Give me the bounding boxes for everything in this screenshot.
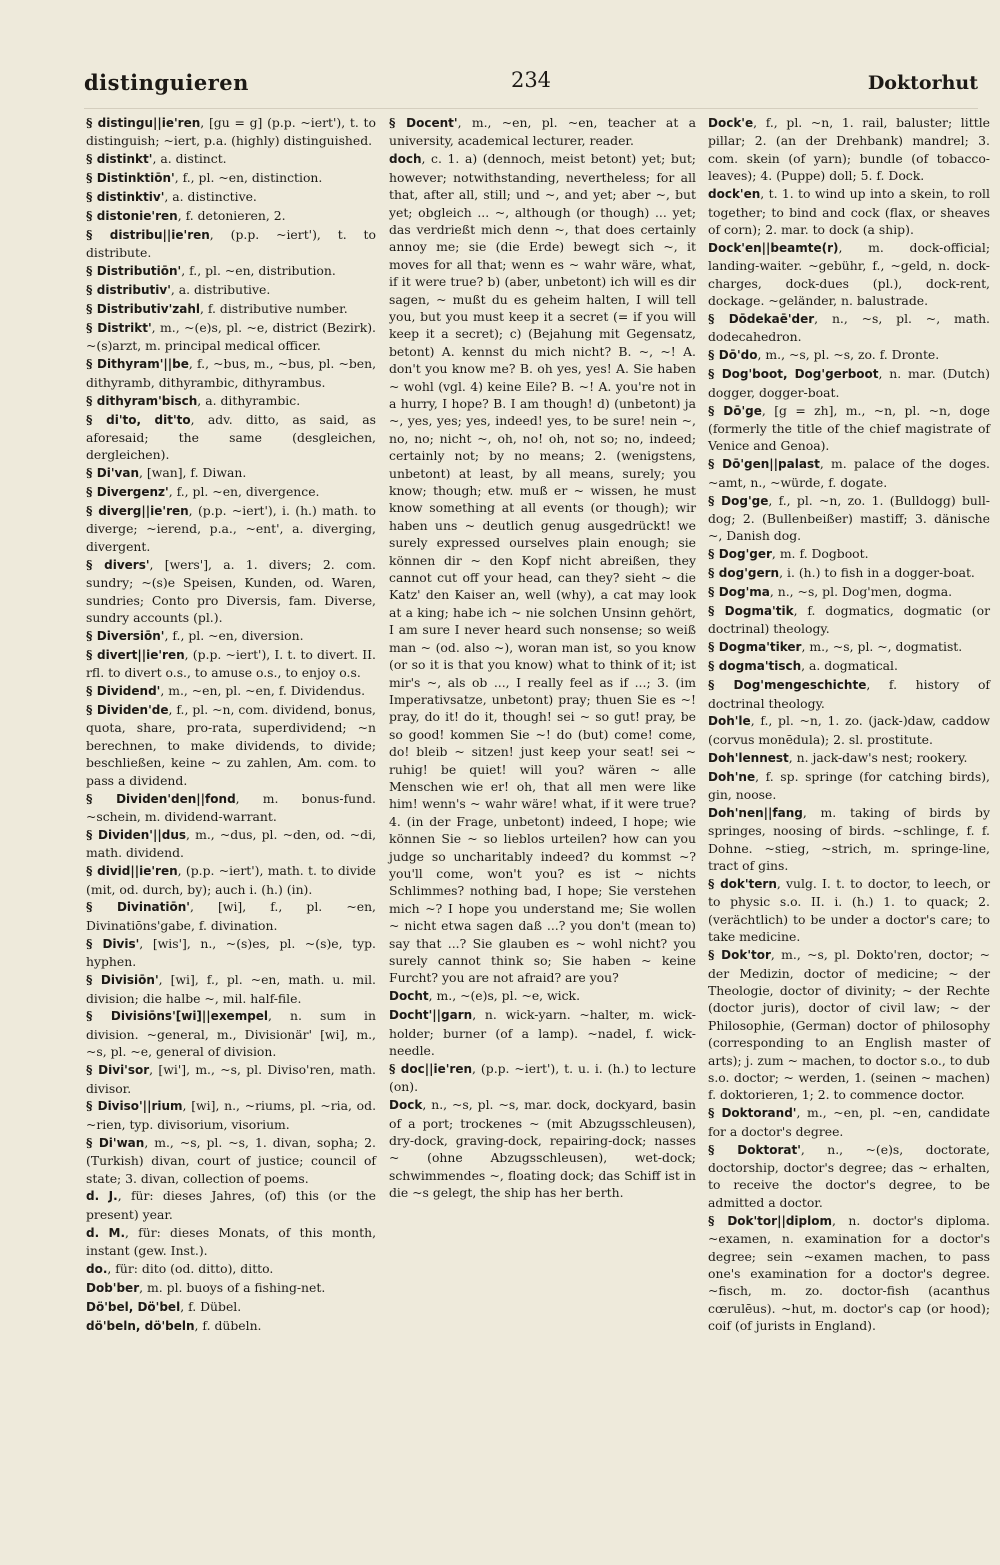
entry-headword: Diversiōn' (96, 628, 165, 643)
dictionary-entry: § Dok'tor||diplom, n. doctor's diploma. ~examen, n. examination for a doctor's degree; sein ~examen machen, to pass one's examination for a doctor's degree. ~fisch, m. zo. doctor-fish (acanthus cœrulēus). ~hut, m. doctor's cap (or hood); coif (of jurists in England). (708, 1212, 990, 1334)
section-mark: § (708, 658, 719, 674)
dictionary-entry: § Dō'do, m., ~s, pl. ~s, zo. f. Dronte. (708, 347, 940, 363)
entry-definition: m. bonus-fund. ~schein, m. dividend-warrant. (86, 790, 376, 824)
section-mark: § (86, 899, 117, 915)
dictionary-entry: § divert||ie'ren, (p.p. ~iert'), I. t. to divert. II. rfl. to divert o.s., to amuse o.s., to enjoy o.s. (86, 646, 376, 681)
entry-definition: f. dübeln. (202, 1317, 262, 1333)
dictionary-entry: § Distrikt', m., ~(e)s, pl. ~e, district (Bezirk). ~(s)arzt, m. principal medical officer. (86, 319, 376, 354)
entry-headword: Doh'nen||fang (708, 805, 803, 820)
entry-definition: n. wick-yarn. ~halter, m. wick-holder; burner (of a lamp). ~nadel, f. wick-needle. (389, 1007, 696, 1059)
section-mark: § (389, 1060, 401, 1076)
dictionary-entry: § Distributiv'zahl, f. distributive number. (86, 301, 348, 317)
entry-definition: m., ~en, pl. ~en, candidate for a doctor's degree. (708, 1105, 990, 1139)
dictionary-entry: § dok'tern, vulg. I. t. to doctor, to leech, or to physic s.o. II. i. (h.) 1. to quack; 2. (verächtlich) to be under a doctor's care; to take medicine. (708, 876, 990, 945)
entry-definition: f., pl. ~en, distribution. (189, 263, 336, 279)
dictionary-entry: Dob'ber, m. pl. buoys of a fishing-net. (86, 1280, 326, 1295)
dictionary-entry: Doh'lennest, n. jack-daw's nest; rookery. (708, 749, 968, 765)
section-mark: § (708, 456, 723, 472)
dictionary-entry: § Divergenz', f., pl. ~en, divergence. (86, 484, 320, 500)
entry-headword: Divinatiōn' (116, 900, 190, 915)
dictionary-entry: § Dog'ger, m. f. Dogboot. (708, 546, 869, 562)
entry-definition: m., ~(e)s, pl. ~e, district (Bezirk). ~(s)arzt, m. principal medical officer. (86, 319, 376, 354)
dictionary-entry: § Dog'mengeschichte, f. history of doctrinal theology. (708, 677, 990, 711)
dictionary-entry: § di'to, dit'to, adv. ditto, as said, as aforesaid; the same (desgleichen, dergleichen). (86, 411, 376, 463)
entry-definition: f., pl. ~n, zo. 1. (Bulldogg) bull-dog; 2. (Bullenbeißer) mastiff; 3. dänische ~, Danish dog. (708, 492, 990, 544)
entry-definition: für: dieses Monats, of this month, instant (gew. Inst.). (86, 1224, 377, 1259)
entry-headword: Doktorand' (721, 1106, 797, 1121)
dictionary-entry: § Doktorand', m., ~en, pl. ~en, candidate for a doctor's degree. (708, 1105, 990, 1139)
section-mark: § (86, 503, 99, 519)
entry-definition: adv. ditto, as said, as aforesaid; the same (desgleichen, dergleichen). (86, 411, 376, 463)
section-mark: § (708, 677, 734, 693)
entry-definition: m., ~en, pl. ~en, teacher at a university, academical lecturer, reader. (389, 115, 696, 149)
dictionary-entry: Dö'bel, Dö'bel, f. Dübel. (86, 1298, 242, 1314)
dictionary-entry: § Dogma'tik, f. dogmatics, dogmatic (or doctrinal) theology. (708, 602, 990, 637)
entry-headword: Dividen'||dus (98, 827, 187, 842)
dictionary-entry: Docht, m., ~(e)s, pl. ~e, wick. (389, 988, 581, 1004)
dictionary-entry: § Divisiōns'[wi]||exempel, n. sum in division. ~general, m., Divisionär' [wi], m., ~s, pl. ~e, general of division. (86, 1008, 376, 1060)
dictionary-entry: § Divinatiōn', [wi], f., pl. ~en, Divinatiōns'gabe, f. divination. (86, 899, 376, 933)
dictionary-entry: § Dog'ge, f., pl. ~n, zo. 1. (Bulldogg) bull-dog; 2. (Bullenbeißer) mastiff; 3. dänische ~, Danish dog. (708, 492, 990, 544)
entry-definition: m. palace of the doges. ~amt, n., ~würde, f. dogate. (708, 456, 990, 490)
entry-definition: m. f. Dogboot. (779, 546, 869, 562)
entry-headword: distribu||ie'ren (109, 227, 210, 242)
entry-headword: Divi'sor (98, 1063, 150, 1078)
entry-headword: Dōdekaē'der (728, 311, 815, 326)
entry-definition: a. distinctive. (172, 189, 257, 205)
dictionary-entry: § Dok'tor, m., ~s, pl. Dokto'ren, doctor; ~ der Medizin, doctor of medicine; ~ der Theologie, doctor of divinity; ~ der Rechte (doctor juris), doctor of civil law; ~ der Philosophie, (German) doctor of philosophy (corresponding to an English master of arts); j. zum ~ machen, to doctor s.o., to dub s.o. doctor; ~ werden, 1. (seinen ~ machen) f. doktorieren, 1; 2. to commence doctor. (708, 947, 990, 1103)
header-rule (84, 108, 978, 109)
section-mark: § (86, 1062, 99, 1078)
section-mark: § (389, 115, 407, 130)
dictionary-entry: § Divis', [wis'], n., ~(s)es, pl. ~(s)e, typ. hyphen. (86, 935, 376, 970)
dictionary-entry: § Divi'sor, [wi'], m., ~s, pl. Diviso'ren, math. divisor. (86, 1062, 376, 1096)
entry-headword: d. M. (86, 1225, 126, 1240)
entry-headword: Doh'lennest (708, 750, 789, 765)
dictionary-entry: § Dogma'tiker, m., ~s, pl. ~, dogmatist. (708, 639, 963, 655)
entry-definition: f. sp. springe (for catching birds), gin, noose. (708, 768, 990, 803)
entry-definition: a. distinct. (160, 151, 227, 167)
entry-headword: dogma'tisch (718, 659, 802, 674)
entry-definition: (p.p. ~iert'), t. u. i. (h.) to lecture (on). (389, 1060, 696, 1095)
entry-headword: Di'wan (98, 1135, 145, 1150)
section-mark: § (86, 627, 97, 643)
entry-definition: f. history of doctrinal theology. (708, 677, 990, 711)
section-mark: § (86, 1134, 99, 1150)
dictionary-entry: § Docent', m., ~en, pl. ~en, teacher at a university, academical lecturer, reader. (389, 115, 696, 149)
entry-headword: Doh'ne (708, 769, 756, 784)
dictionary-entry: § Di'van, [wan], f. Diwan. (86, 465, 247, 481)
section-mark: § (86, 702, 97, 717)
dictionary-entry: § Diviso'||rium, [wi], n., ~riums, pl. ~ria, od. ~rien, typ. divisorium, visorium. (86, 1098, 377, 1132)
entry-definition: f. detonieren, 2. (185, 208, 286, 224)
entry-definition: m., ~s, pl. ~s, zo. f. Dronte. (765, 347, 940, 363)
dictionary-entry: § Distinktiōn', f., pl. ~en, distinction. (86, 170, 323, 186)
dictionary-entry: § divid||ie'ren, (p.p. ~iert'), math. t. to divide (mit, od. durch, by); auch i. (h.) (in). (86, 863, 376, 897)
entry-headword: Dividen'den||fond (116, 791, 236, 806)
section-mark: § (708, 1212, 728, 1228)
entry-definition: vulg. I. t. to doctor, to leech, or to physic s.o. II. i. (h.) 1. to quack; 2. (verächtlich) to be under a doctor's care; to take medicine. (708, 876, 990, 945)
entry-headword: doch (389, 152, 422, 167)
section-mark: § (708, 602, 725, 618)
section-mark: § (708, 584, 719, 600)
entry-definition: [wi], n., ~riums, pl. ~ria, od. ~rien, typ. divisorium, visorium. (86, 1098, 377, 1132)
entry-headword: Distrikt' (97, 320, 152, 335)
entry-definition: (p.p. ~iert'), math. t. to divide (mit, od. durch, by); auch i. (h.) (in). (86, 863, 376, 897)
entry-headword: do. (86, 1262, 108, 1277)
entry-definition: [wan], f. Diwan. (146, 465, 247, 481)
entry-headword: dö'beln, dö'beln (86, 1318, 195, 1333)
column-middle (389, 114, 696, 1202)
entry-definition: [g = zh], m., ~n, pl. ~n, doge (formerly the title of the chief magistrate of Venice and Genoa). (708, 402, 991, 454)
entry-headword: divers' (104, 557, 150, 572)
dictionary-entry: Dock, n., ~s, pl. ~s, mar. dock, dockyard, basin of a port; trockenes ~ (mit Abzugsschleusen), dry-dock, graving-dock, repairing-dock; nasses ~ (ohne Abzugsschleusen), wet-dock; schwimmendes ~, floating dock; das Schiff ist in die ~s gelegt, the ship has her berth. (389, 1097, 696, 1201)
dictionary-entry: § diverg||ie'ren, (p.p. ~iert'), i. (h.) math. to diverge; ~ierend, p.a., ~ent', a. diverging, divergent. (86, 503, 376, 554)
entry-headword: Dō'gen||palast (722, 457, 820, 472)
section-mark: § (86, 319, 98, 335)
section-mark: § (86, 189, 97, 205)
section-mark: § (86, 151, 97, 167)
section-mark: § (708, 639, 719, 655)
dictionary-entry: § distonie'ren, f. detonieren, 2. (86, 208, 286, 224)
section-mark: § (708, 347, 719, 363)
section-mark: § (86, 208, 97, 224)
dictionary-entry: § distinkt', a. distinct. (86, 151, 227, 167)
entry-headword: diverg||ie'ren (98, 504, 189, 519)
entry-definition: f. dogmatics, dogmatic (or doctrinal) theology. (708, 602, 990, 637)
column-left (86, 114, 376, 1336)
entry-headword: Dock'en||beamte(r) (708, 240, 839, 255)
dictionary-entry: d. J., für: dieses Jahres, (of) this (or the present) year. (86, 1188, 376, 1222)
entry-definition: n., ~s, pl. ~s, mar. dock, dockyard, basin of a port; trockenes ~ (mit Abzugsschleusen), dry-dock, graving-dock, repairing-dock; nasses ~ (ohne Abzugsschleusen), wet-dock; schwimmendes ~, floating dock; das Schiff ist in die ~s gelegt, the ship has her berth. (389, 1097, 696, 1201)
entry-definition: (p.p. ~iert'), i. (h.) math. to diverge; ~ierend, p.a., ~ent', a. diverging, divergent. (86, 503, 376, 554)
dictionary-entry: § Dividend', m., ~en, pl. ~en, f. Dividendus. (86, 683, 366, 699)
dictionary-entry: Doh'ne, f. sp. springe (for catching birds), gin, noose. (708, 768, 990, 803)
entry-headword: Distributiv'zahl (96, 302, 200, 317)
section-mark: § (86, 1008, 111, 1024)
dictionary-entry: § distingu||ie'ren, [gu = g] (p.p. ~iert'), t. to distinguish; ~iert, p.a. (highly) distinguished. (86, 115, 377, 149)
entry-headword: Divisiōn' (100, 973, 159, 988)
entry-definition: f., pl. ~en, distinction. (182, 170, 323, 186)
entry-definition: m., ~s, pl. ~s, 1. divan, sopha; 2. (Turkish) divan, court of justice; council of state; 3. divan, collection of poems. (86, 1134, 376, 1186)
dictionary-entry: do., für: dito (od. ditto), ditto. (86, 1261, 274, 1277)
entry-headword: Divergenz' (96, 485, 169, 500)
entry-headword: distingu||ie'ren (97, 116, 201, 130)
entry-definition: n. mar. (Dutch) dogger, dogger-boat. (708, 366, 990, 400)
dictionary-entry: dö'beln, dö'beln, f. dübeln. (86, 1317, 262, 1333)
section-mark: § (86, 972, 101, 988)
dictionary-entry: § Di'wan, m., ~s, pl. ~s, 1. divan, sopha; 2. (Turkish) divan, court of justice; council of state; 3. divan, collection of poems. (86, 1134, 376, 1186)
entry-headword: divid||ie'ren (97, 864, 178, 879)
entry-headword: Distributiōn' (96, 264, 182, 279)
entry-definition: i. (h.) to fish in a dogger-boat. (786, 565, 975, 581)
left-running-head: distinguieren (84, 70, 249, 95)
entry-headword: doc||ie'ren (400, 1061, 473, 1076)
entry-definition: t. 1. to wind up into a skein, to roll together; to bind and cock (flax, or sheaves of corn); 2. mar. to dock (a ship). (708, 186, 990, 237)
entry-headword: divert||ie'ren (97, 647, 185, 662)
entry-definition: m., ~en, pl. ~en, f. Dividendus. (168, 683, 366, 699)
dictionary-entry: § dog'gern, i. (h.) to fish in a dogger-boat. (708, 565, 975, 581)
dictionary-entry: § Dog'ma, n., ~s, pl. Dog'men, dogma. (708, 584, 953, 600)
entry-headword: Dock'e (708, 116, 754, 130)
dictionary-entry: § Dividen'||dus, m., ~dus, pl. ~den, od. ~di, math. dividend. (86, 826, 377, 861)
entry-headword: Dok'tor||diplom (727, 1213, 832, 1228)
section-mark: § (86, 826, 99, 842)
section-mark: § (86, 1098, 98, 1114)
entry-definition: [gu = g] (p.p. ~iert'), t. to distinguish; ~iert, p.a. (highly) distinguished. (86, 115, 377, 149)
entry-definition: f., pl. ~n, 1. zo. (jack-)daw, caddow (corvus monēdula); 2. sl. prostitute. (708, 713, 990, 747)
entry-definition: m. dock-official; landing-waiter. ~gebühr, f., ~geld, n. dock-charges, dock-dues (pl.), dock-rent, dockage. ~geländer, n. balustrade. (708, 239, 990, 309)
entry-headword: Dock (389, 1098, 423, 1113)
entry-headword: Diviso'||rium (97, 1099, 183, 1114)
entry-headword: Dog'mengeschichte (733, 678, 867, 693)
entry-definition: m., ~s, pl. ~, dogmatist. (809, 639, 963, 655)
entry-definition: m., ~(e)s, pl. ~e, wick. (436, 988, 581, 1004)
dictionary-entry: § Dō'ge, [g = zh], m., ~n, pl. ~n, doge (formerly the title of the chief magistrate of Venice and Genoa). (708, 402, 991, 454)
entry-headword: Dog'boot, Dog'gerboot (721, 367, 879, 382)
dictionary-entry: § Dividen'de, f., pl. ~n, com. dividend, bonus, quota, share, pro-rata, superdividend; ~n berechnen, to make dividends, to divide; beschließen, keine ~ zu zahlen, Am. com. to pass a dividend. (86, 702, 376, 788)
dictionary-entry: § Doktorat', n., ~(e)s, doctorate, doctorship, doctor's degree; das ~ erhalten, to receive the doctor's degree, to be admitted a doctor. (708, 1141, 990, 1210)
section-mark: § (708, 546, 719, 562)
entry-definition: n. jack-daw's nest; rookery. (796, 749, 968, 765)
section-mark: § (86, 115, 98, 130)
right-running-head: Doktorhut (867, 72, 978, 94)
entry-definition: f., ~bus, m., ~bus, pl. ~ben, dithyramb, dithyrambic, dithyrambus. (86, 356, 377, 390)
dictionary-entry: Doh'nen||fang, m. taking of birds by springes, noosing of birds. ~schlinge, f. f. Dohne. ~stieg, ~strich, m. springe-line, tract of gins. (708, 804, 990, 874)
dictionary-entry: § distribu||ie'ren, (p.p. ~iert'), t. to distribute. (86, 226, 376, 261)
entry-definition: m. pl. buoys of a fishing-net. (147, 1280, 326, 1295)
entry-headword: Dog'ger (718, 547, 772, 562)
entry-definition: [wis'], n., ~(s)es, pl. ~(s)e, typ. hyphen. (86, 935, 376, 970)
entry-headword: Dithyram'||be (97, 357, 189, 372)
dictionary-entry: § distinktiv', a. distinctive. (86, 189, 257, 205)
entry-headword: Doh'le (708, 714, 751, 729)
section-mark: § (86, 356, 98, 372)
dictionary-entry: § distributiv', a. distributive. (86, 282, 271, 298)
entry-definition: [wers'], a. 1. divers; 2. com. sundry; ~(s)e Speisen, Kunden, od. Waren, sundries; Conto pro Diversis, fam. Diverse, sundry accounts (pl.). (86, 556, 376, 625)
entry-headword: distonie'ren (96, 209, 178, 224)
entry-definition: (p.p. ~iert'), I. t. to divert. II. rfl. to divert o.s., to amuse o.s., to enjoy o.s. (86, 646, 376, 681)
section-mark: § (708, 366, 722, 382)
entry-headword: Dō'ge (723, 403, 762, 418)
entry-definition: n., ~(e)s, doctorate, doctorship, doctor's degree; das ~ erhalten, to receive the doctor's degree, to be admitted a doctor. (708, 1141, 990, 1210)
entry-definition: n., ~s, pl. Dog'men, dogma. (777, 584, 953, 600)
entry-definition: a. distributive. (178, 282, 271, 298)
entry-headword: dock'en (708, 187, 761, 202)
section-mark: § (86, 392, 97, 408)
entry-headword: Divisiōns'[wi]||exempel (110, 1009, 269, 1024)
dictionary-entry: Dock'e, f., pl. ~n, 1. rail, baluster; little pillar; 2. (an der Drehbank) mandrel; 3. com. skein (of yarn); bundle (of tobacco-leaves); 4. (Puppe) doll; 5. f. Dock. (708, 115, 990, 184)
dictionary-entry: Doh'le, f., pl. ~n, 1. zo. (jack-)daw, caddow (corvus monēdula); 2. sl. prostitute. (708, 713, 990, 747)
dictionary-entry: dock'en, t. 1. to wind up into a skein, to roll together; to bind and cock (flax, or sheaves of corn); 2. mar. to dock (a ship). (708, 186, 990, 237)
entry-headword: Dog'ma (718, 585, 770, 600)
section-mark: § (86, 263, 97, 279)
dictionary-entry: doch, c. 1. a) (dennoch, meist betont) yet; but; however; notwithstanding, nevertheless; for all that, after all, still; und ~, and yet; aber ~, but yet; obgleich ... ~, although (or though) ... yet; das verdrießt mich denn ~, that does certainly annoy me; sie (die Erde) bewegt sich ~, it moves for all that; wenn es ~ wahr wäre, what, if it were true? b) (aber, unbetont) ich will es dir sagen, ~ mußt du es geheim halten, I will tell you, but you must keep it a secret (= if you will keep it a secret); c) (Bejahung mit Gegensatz, betont) A. kennst du mich nicht? B. ~, ~! A. don't you know me? B. oh yes, yes! A. Sie haben ~ wohl (vgl. 4) keine Eile? B. ~! A. you're not in a hurry, I hope? B. I am though! d) (unbetont) ja ~, yes, yes; yes, indeed! yes, to be sure! nein ~, no, no; nicht ~, oh, no! oh, not so; no, indeed; certainly not; by no means; 2. (wenigstens, unbetont) at least, by all means, surely; you know; though; etw. muß er ~ wissen, he must know something at all events (or though); wir haben uns ~ deutlich genug ausgedrückt! we surely expressed ourselves plain enough; sie können dir ~ den Kopf nicht abreißen, they cannot cut off your head, can they? sieht ~ die Katz' den Kaiser an, well (why), a cat may look at a king; habe ich ~ nie solchen Unsinn gehört, I am sure I never heard such nonsense; so weiß man ~ (od. also ~), woran man ist, so you know (or so it is that you know) what to think of it; ist mir's ~, als ob ..., I really feel as if ...; 3. (im Imperativsatze, unbetont) pray; thuen Sie es ~! pray, do it! do it, though! sei ~ so gut! pray, be so good! kommen Sie ~! do (but) come! come, do! bleib ~ sitzen! just keep your seat! sei ~ ruhig! be quiet! will you? wären ~ alle Menschen wie er! oh, that all men were like him! wenn's ~ wahr wäre! what, if it were true? 4. (in der Frage, unbetont) indeed, I hope; wie können Sie ~ so lieblos urteilen? how can you judge so uncharitably indeed? du kommst ~? you'll come, won't you? es ist ~ nichts Schlimmes? nothing bad, I hope; Sie verstehen mich ~? I hope you understand me; Sie wollen ~ nicht etwa sagen daß ...? you don't (mean to) say that ...? Sie glauben es ~ wohl nicht? you surely cannot think so; Sie haben ~ keine Furcht? you are not afraid? are you? (389, 151, 696, 986)
entry-definition: m. taking of birds by springes, noosing of birds. ~schlinge, f. f. Dohne. ~stieg, ~strich, m. springe-line, tract of gins. (708, 804, 990, 874)
entry-headword: Dividen'de (96, 703, 169, 717)
dictionary-entry: § Dividen'den||fond, m. bonus-fund. ~schein, m. dividend-warrant. (86, 790, 376, 824)
column-right (708, 114, 990, 1335)
entry-headword: Dob'ber (86, 1281, 140, 1295)
dictionary-entry: Docht'||garn, n. wick-yarn. ~halter, m. wick-holder; burner (of a lamp). ~nadel, f. wick-needle. (389, 1007, 696, 1059)
entry-headword: Dok'tor (721, 948, 771, 963)
entry-headword: Distinktiōn' (96, 171, 175, 186)
entry-headword: dithyram'bisch (96, 393, 198, 408)
entry-definition: n. doctor's diploma. ~examen, n. examination for a doctor's degree; sein ~examen machen, to pass one's examination for a doctor's degree. ~fisch, m. zo. doctor-fish (acanthus cœrulēus). ~hut, m. doctor's cap (or hood); coif (of jurists in England). (708, 1212, 990, 1334)
dictionary-entry: § Distributiōn', f., pl. ~en, distribution. (86, 263, 336, 279)
section-mark: § (86, 484, 97, 500)
entry-definition: f., pl. ~en, divergence. (176, 484, 320, 500)
section-mark: § (708, 1105, 722, 1121)
entry-definition: m., ~s, pl. Dokto'ren, doctor; ~ der Medizin, doctor of medicine; ~ der Theologie, doctor of divinity; ~ der Rechte (doctor juris), doctor of civil law; ~ der Philosophie, (German) doctor of philosophy (corresponding to an English master of arts); j. zum ~ machen, to doctor s.o., to dub s.o. doctor; ~ werden, 1. (seinen ~ machen) f. doktorieren, 1; 2. to commence doctor. (708, 947, 990, 1103)
section-mark: § (86, 683, 97, 699)
section-mark: § (86, 282, 97, 298)
entry-definition: für: dito (od. ditto), ditto. (115, 1261, 274, 1277)
dictionary-entry: § divers', [wers'], a. 1. divers; 2. com. sundry; ~(s)e Speisen, Kunden, od. Waren, sundries; Conto pro Diversis, fam. Diverse, sundry accounts (pl.). (86, 556, 376, 625)
entry-headword: Docent' (406, 116, 458, 130)
entry-headword: Docht'||garn (389, 1008, 473, 1023)
entry-headword: di'to, dit'to (106, 412, 191, 427)
dictionary-entry: § dithyram'bisch, a. dithyrambic. (86, 392, 301, 408)
entry-headword: Di'van (96, 466, 140, 481)
section-mark: § (86, 465, 97, 481)
section-mark: § (708, 947, 722, 963)
section-mark: § (708, 876, 721, 892)
entry-definition: a. dithyrambic. (205, 392, 301, 408)
entry-headword: Dō'do (718, 348, 758, 363)
entry-headword: Dog'ge (721, 493, 769, 508)
section-mark: § (708, 565, 719, 581)
dictionary-entry: § Dōdekaē'der, n., ~s, pl. ~, math. dodecahedron. (708, 310, 990, 345)
entry-headword: Dogma'tik (724, 603, 794, 618)
entry-definition: a. dogmatical. (809, 658, 898, 674)
entry-headword: Docht (389, 989, 429, 1004)
section-mark: § (86, 556, 105, 572)
dictionary-entry: § Diversiōn', f., pl. ~en, diversion. (86, 627, 304, 643)
entry-headword: dok'tern (720, 877, 777, 892)
entry-headword: Dogma'tiker (718, 640, 802, 655)
entry-definition: n. sum in division. ~general, m., Divisionär' [wi], m., ~s, pl. ~e, general of division. (86, 1008, 376, 1060)
dictionary-entry: Dock'en||beamte(r), m. dock-official; landing-waiter. ~gebühr, f., ~geld, n. dock-charges, dock-dues (pl.), dock-rent, dockage. ~geländer, n. balustrade. (708, 239, 990, 309)
dictionary-entry: § doc||ie'ren, (p.p. ~iert'), t. u. i. (h.) to lecture (on). (389, 1060, 696, 1095)
entry-definition: f. Dübel. (188, 1298, 242, 1314)
entry-definition: [wi], f., pl. ~en, Divinatiōns'gabe, f. divination. (86, 899, 376, 933)
page-number: 234 (510, 68, 552, 92)
entry-definition: [wi'], m., ~s, pl. Diviso'ren, math. divisor. (86, 1062, 376, 1096)
section-mark: § (86, 411, 107, 427)
entry-headword: Dividend' (96, 684, 161, 699)
entry-definition: f., pl. ~n, 1. rail, baluster; little pillar; 2. (an der Drehbank) mandrel; 3. com. skein (of yarn); bundle (of tobacco-leaves); 4. (Puppe) doll; 5. f. Dock. (708, 115, 990, 184)
entry-definition: f., pl. ~en, diversion. (172, 627, 304, 643)
section-mark: § (86, 646, 98, 662)
entry-definition: f., pl. ~n, com. dividend, bonus, quota, share, pro-rata, superdividend; ~n berechnen, to make dividends, to divide; beschließen, keine ~ zu zahlen, Am. com. to pass a dividend. (86, 702, 376, 788)
dictionary-entry: § dogma'tisch, a. dogmatical. (708, 658, 898, 674)
entry-headword: Doktorat' (737, 1142, 801, 1157)
page-header (84, 62, 978, 102)
entry-definition: c. 1. a) (dennoch, meist betont) yet; but; however; notwithstanding, nevertheless; for all that, after all, still; und ~, and yet; aber ~, but yet; obgleich ... ~, although (or though) ... yet; das verdrießt mich denn ~, that does certainly annoy me; sie (die Erde) bewegt sich ~, it moves for all that; wenn es ~ wahr wäre, what, if it were true? b) (aber, unbetont) ich will es dir sagen, ~ mußt du es geheim halten, I will tell you, but you must keep it a secret (= if you will keep it a secret); c) (Bejahung mit Gegensatz, betont) A. kennst du mich nicht? B. ~, ~! A. don't you know me? B. oh yes, yes! A. Sie haben ~ wohl (vgl. 4) keine Eile? B. ~! A. you're not in a hurry, I hope? B. I am though! d) (unbetont) ja ~, yes, yes; yes, indeed! yes, to be sure! nein ~, no, no; nicht ~, oh, no! oh, not so; no, indeed; certainly not; by no means; 2. (wenigstens, unbetont) at least, by all means, surely; you know; though; etw. muß er ~ wissen, he must know something at all events (or though); wir haben uns ~ deutlich genug ausgedrückt! we surely expressed ourselves plain enough; sie können dir ~ den Kopf nicht abreißen, they cannot cut off your head, can they? sieht ~ die Katz' den Kaiser an, well (why), a cat may look at a king; habe ich ~ nie solchen Unsinn gehört, I am sure I never heard such nonsense; so weiß man ~ (od. also ~), woran man ist, so you know (or so it is that you know) what to think of it; ist mir's ~, als ob ..., I really feel as if ...; 3. (im Imperativsatze, unbetont) pray; thuen Sie es ~! pray, do it! do it, though! sei ~ so gut! pray, be so good! kommen Sie ~! do (but) come! come, do! bleib ~ sitzen! just keep your seat! sei ~ ruhig! be quiet! will you? wären ~ alle Menschen wie er! oh, that all men were like him! wenn's ~ wahr wäre! what, if it were true? 4. (in der Frage, unbetont) indeed, I hope; wie können Sie ~ so lieblos urteilen? how can you judge so uncharitably indeed? du kommst ~? you'll come, won't you? es ist ~ nichts Schlimmes? nothing bad, I hope; Sie verstehen mich ~? I hope you understand me; Sie wollen ~ nicht etwa sagen daß ...? you don't (mean to) say that ...? Sie glauben es ~ wohl nicht? you surely cannot think so; Sie haben ~ keine Furcht? you are not afraid? are you? (389, 151, 696, 986)
entry-definition: f. distributive number. (207, 301, 348, 317)
entry-definition: m., ~dus, pl. ~den, od. ~di, math. dividend. (86, 826, 377, 861)
entry-headword: distinktiv' (96, 190, 165, 205)
entry-headword: dog'gern (718, 566, 780, 581)
section-mark: § (86, 226, 110, 242)
entry-definition: für: dieses Jahres, (of) this (or the present) year. (86, 1188, 376, 1222)
section-mark: § (86, 170, 97, 186)
section-mark: § (86, 863, 98, 879)
dictionary-entry: § Dō'gen||palast, m. palace of the doges. ~amt, n., ~würde, f. dogate. (708, 456, 990, 490)
entry-definition: n., ~s, pl. ~, math. dodecahedron. (708, 310, 990, 345)
section-mark: § (708, 1141, 738, 1157)
entry-headword: distributiv' (96, 283, 171, 298)
dictionary-entry: d. M., für: dieses Monats, of this month, instant (gew. Inst.). (86, 1224, 377, 1259)
section-mark: § (86, 790, 117, 806)
entry-definition: (p.p. ~iert'), t. to distribute. (86, 226, 376, 261)
entry-definition: [wi], f., pl. ~en, math. u. mil. division; die halbe ~, mil. half-file. (86, 972, 376, 1006)
dictionary-entry: § Dog'boot, Dog'gerboot, n. mar. (Dutch) dogger, dogger-boat. (708, 366, 990, 400)
entry-headword: d. J. (86, 1189, 118, 1204)
section-mark: § (86, 935, 103, 951)
section-mark: § (86, 301, 97, 317)
entry-headword: distinkt' (96, 152, 153, 167)
entry-headword: Divis' (102, 936, 140, 951)
entry-headword: Dö'bel, Dö'bel (86, 1299, 181, 1314)
dictionary-entry: § Divisiōn', [wi], f., pl. ~en, math. u. mil. division; die halbe ~, mil. half-file. (86, 972, 376, 1006)
section-mark: § (708, 402, 724, 418)
dictionary-entry: § Dithyram'||be, f., ~bus, m., ~bus, pl. ~ben, dithyramb, dithyrambic, dithyrambus. (86, 356, 377, 390)
section-mark: § (708, 310, 729, 326)
section-mark: § (708, 492, 722, 508)
